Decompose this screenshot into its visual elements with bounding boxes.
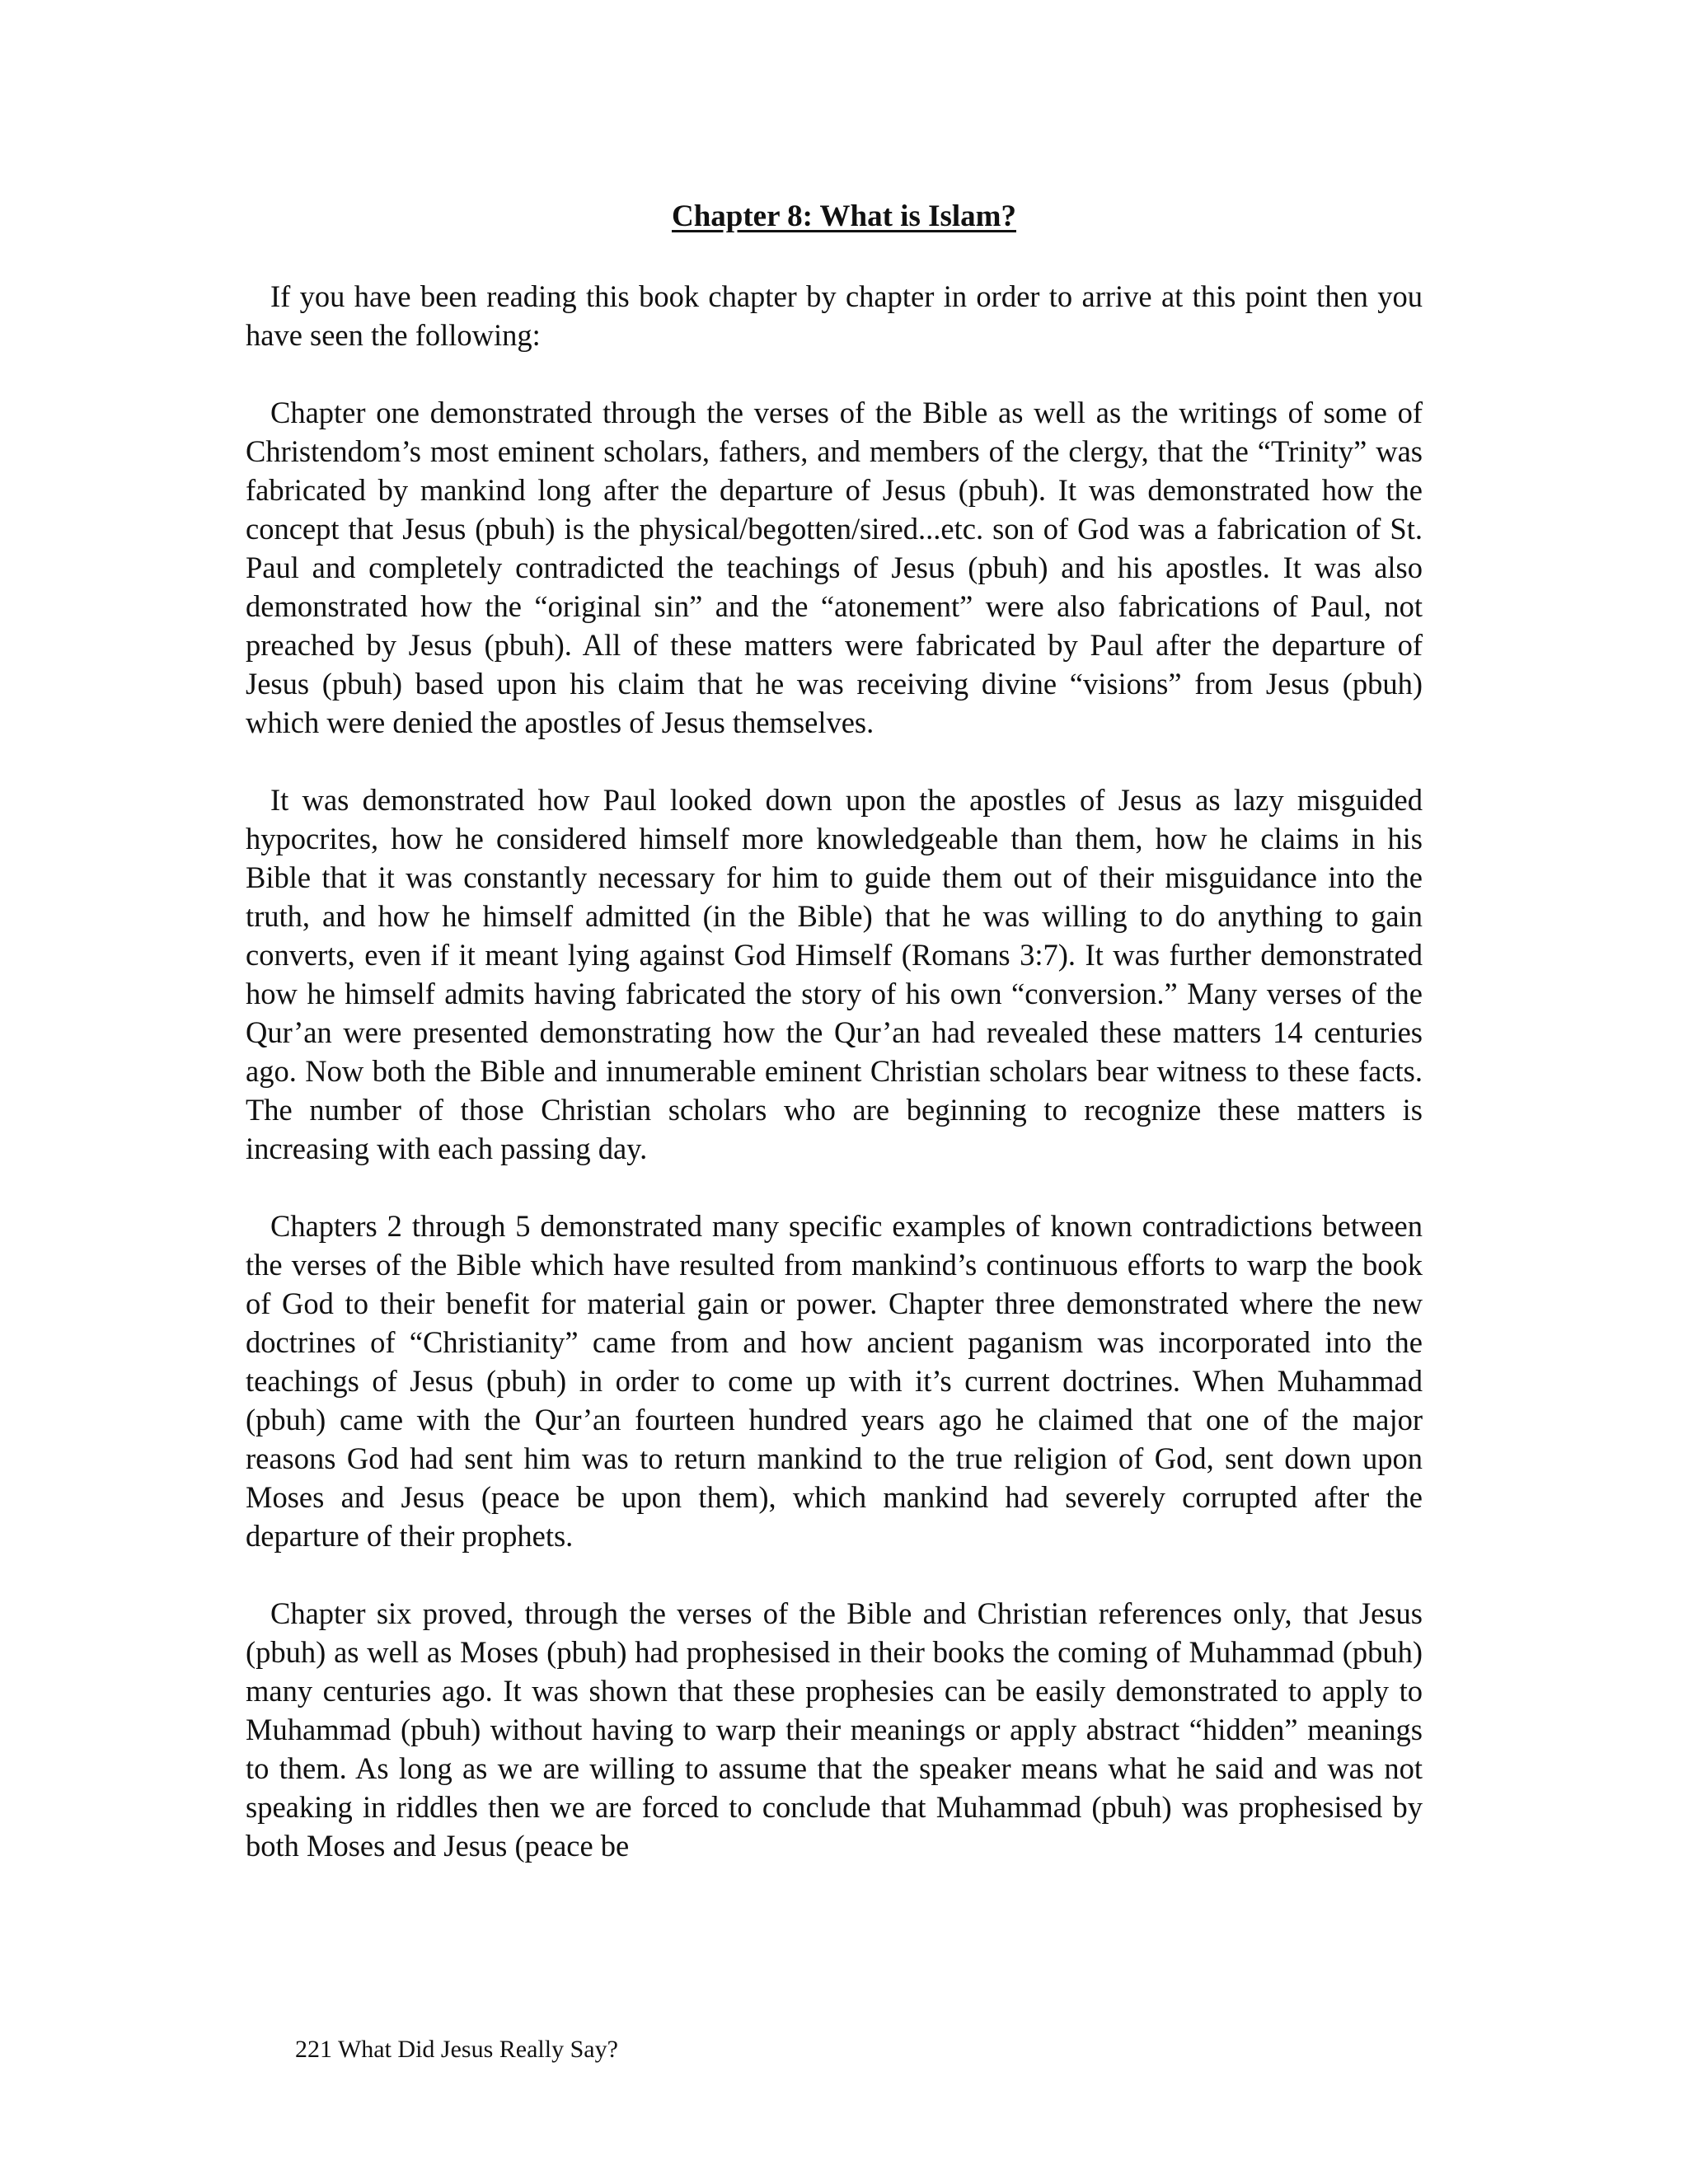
paragraph-chapter-six: Chapter six proved, through the verses of the Bible and Christian references only, that Jesus (pbuh) as well as Moses (pbuh) had prophesised in their books the coming of Muhammad (pbuh) many centuries ago. It was shown that these prophesies can be easily demonstrated to apply to Muhammad (pbuh) without having to warp their meanings or apply abstract “hidden” meanings to them. As long as we are willing to assume that the speaker means what he said and was not speaking in riddles then we are forced to conclude that Muhammad (pbuh) was prophesised by both Moses and Jesus (peace be — [246, 1596, 1423, 1863]
body-text — [246, 277, 1423, 1904]
paragraph-intro: If you have been reading this book chapter by chapter in order to arrive at this point then you have seen the following: — [246, 279, 1423, 352]
paragraph-paul: It was demonstrated how Paul looked down upon the apostles of Jesus as lazy misguided hypocrites, how he considered himself more knowledgeable than them, how he claims in his Bible that it was constantly necessary for him to guide them out of their misguidance into the truth, and how he himself admitted (in the Bible) that he was willing to do anything to gain converts, even if it meant lying against God Himself (Romans 3:7). It was further demonstrated how he himself admits having fabricated the story of his own “conversion.” Many verses of the Qur’an were presented demonstrating how the Qur’an had revealed these matters 14 centuries ago. Now both the Bible and innumerable eminent Christian scholars bear witness to these facts. The number of those Christian scholars who are beginning to recognize these matters is increasing with each passing day. — [246, 783, 1423, 1165]
chapter-title: Chapter 8: What is Islam? — [671, 199, 1016, 233]
paragraph-chapter-one: Chapter one demonstrated through the verses of the Bible as well as the writings of some of Christendom’s most eminent scholars, fathers, and members of the clergy, that the “Trinity” was fabricated by mankind long after the departure of Jesus (pbuh). It was demonstrated how the concept that Jesus (pbuh) is the physical/begotten/sired...etc. son of God was a fabrication of St. Paul and completely contradicted the teachings of Jesus (pbuh) and his apostles. It was also demonstrated how the “original sin” and the “atonement” were also fabrications of Paul, not preached by Jesus (pbuh). All of these matters were fabricated by Paul after the departure of Jesus (pbuh) based upon his claim that he was receiving divine “visions” from Jesus (pbuh) which were denied the apostles of Jesus themselves. — [246, 396, 1423, 739]
paragraph-chapters-2-5: Chapters 2 through 5 demonstrated many specific examples of known contradictions between the verses of the Bible which have resulted from mankind’s continuous efforts to warp the book of God to their benefit for material gain or power. Chapter three demonstrated where the new doctrines of “Christianity” came from and how ancient paganism was incorporated into the teachings of Jesus (pbuh) in order to come up with it’s current doctrines. When Muhammad (pbuh) came with the Qur’an fourteen hundred years ago he claimed that one of the major reasons God had sent him was to return mankind to the true religion of God, sent down upon Moses and Jesus (peace be upon them), which mankind had severely corrupted after the departure of their prophets. — [246, 1209, 1423, 1553]
page-footer: 221 What Did Jesus Really Say? — [295, 2036, 618, 2063]
